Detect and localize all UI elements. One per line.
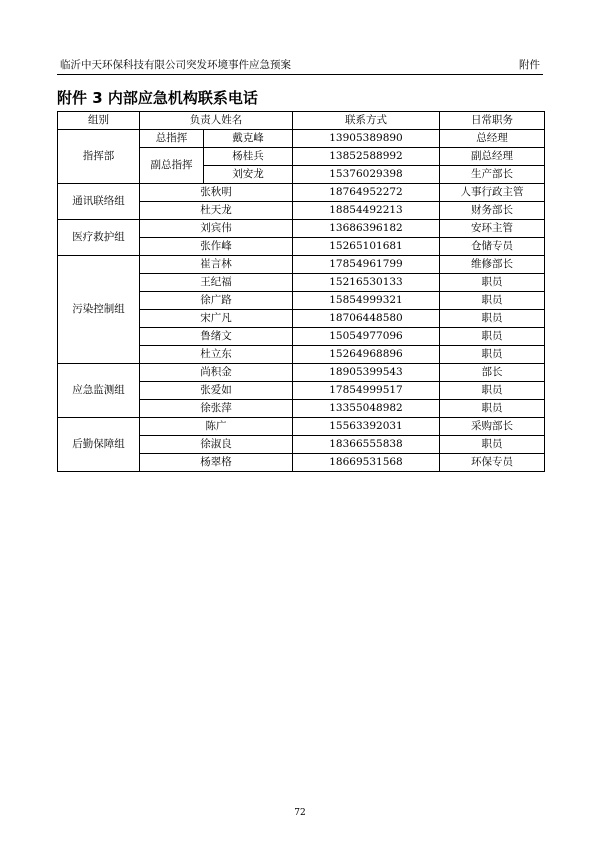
person-name: 杨翠格 (140, 454, 293, 472)
job-title: 生产部长 (440, 166, 545, 184)
group-name: 通讯联络组 (58, 184, 140, 220)
job-title: 财务部长 (440, 202, 545, 220)
job-title: 职员 (440, 346, 545, 364)
table-row (58, 418, 545, 436)
person-name: 宋广凡 (140, 310, 293, 328)
phone-number: 15563392031 (293, 418, 440, 436)
phone-number: 15854999321 (293, 292, 440, 310)
section-label: 附件 (519, 59, 540, 71)
column-header-name: 负责人姓名 (140, 112, 293, 130)
person-name: 陈广 (140, 418, 293, 436)
person-name: 戴克峰 (204, 130, 293, 148)
job-title: 总经理 (440, 130, 545, 148)
person-name: 张秋明 (140, 184, 293, 202)
group-name: 污染控制组 (58, 256, 140, 364)
person-name: 杨桂兵 (204, 148, 293, 166)
document-title: 临沂中天环保科技有限公司突发环境事件应急预案 (60, 59, 291, 71)
column-header-title: 日常职务 (440, 112, 545, 130)
page-title: 附件 3 内部应急机构联系电话 (57, 89, 258, 107)
table-row (58, 256, 545, 274)
table-row (58, 364, 545, 382)
phone-number: 15054977096 (293, 328, 440, 346)
person-name: 徐淑良 (140, 436, 293, 454)
job-title: 职员 (440, 382, 545, 400)
phone-number: 18905399543 (293, 364, 440, 382)
phone-number: 13905389890 (293, 130, 440, 148)
subgroup-role: 副总指挥 (140, 148, 204, 184)
group-name: 后勤保障组 (58, 418, 140, 472)
job-title: 采购部长 (440, 418, 545, 436)
person-name: 刘安龙 (204, 166, 293, 184)
job-title: 安环主管 (440, 220, 545, 238)
person-name: 张爱如 (140, 382, 293, 400)
phone-number: 17854961799 (293, 256, 440, 274)
table-row (58, 130, 545, 148)
phone-number: 15264968896 (293, 346, 440, 364)
table-header-row (58, 112, 545, 130)
job-title: 副总经理 (440, 148, 545, 166)
phone-number: 13686396182 (293, 220, 440, 238)
page-number: 72 (294, 808, 306, 818)
job-title: 职员 (440, 310, 545, 328)
phone-number: 18366555838 (293, 436, 440, 454)
person-name: 杜立东 (140, 346, 293, 364)
person-name: 崔言林 (140, 256, 293, 274)
group-name: 指挥部 (58, 130, 140, 184)
phone-number: 15376029398 (293, 166, 440, 184)
job-title: 仓储专员 (440, 238, 545, 256)
group-name: 医疗救护组 (58, 220, 140, 256)
phone-number: 15265101681 (293, 238, 440, 256)
job-title: 环保专员 (440, 454, 545, 472)
job-title: 职员 (440, 436, 545, 454)
person-name: 刘宾伟 (140, 220, 293, 238)
job-title: 职员 (440, 292, 545, 310)
job-title: 职员 (440, 328, 545, 346)
person-name: 杜天龙 (140, 202, 293, 220)
person-name: 王纪福 (140, 274, 293, 292)
person-name: 鲁绪文 (140, 328, 293, 346)
phone-number: 17854999517 (293, 382, 440, 400)
phone-number: 15216530133 (293, 274, 440, 292)
table-row (58, 184, 545, 202)
person-name: 张作峰 (140, 238, 293, 256)
job-title: 维修部长 (440, 256, 545, 274)
job-title: 人事行政主管 (440, 184, 545, 202)
person-name: 尚积金 (140, 364, 293, 382)
page-header (57, 56, 543, 75)
contact-table (57, 111, 545, 472)
job-title: 职员 (440, 400, 545, 418)
column-header-group: 组别 (58, 112, 140, 130)
phone-number: 18706448580 (293, 310, 440, 328)
phone-number: 18854492213 (293, 202, 440, 220)
subgroup-role: 总指挥 (140, 130, 204, 148)
column-header-phone: 联系方式 (293, 112, 440, 130)
group-name: 应急监测组 (58, 364, 140, 418)
job-title: 职员 (440, 274, 545, 292)
phone-number: 18669531568 (293, 454, 440, 472)
phone-number: 18764952272 (293, 184, 440, 202)
phone-number: 13852588992 (293, 148, 440, 166)
table-row (58, 220, 545, 238)
job-title: 部长 (440, 364, 545, 382)
phone-number: 13355048982 (293, 400, 440, 418)
person-name: 徐张萍 (140, 400, 293, 418)
person-name: 徐广路 (140, 292, 293, 310)
